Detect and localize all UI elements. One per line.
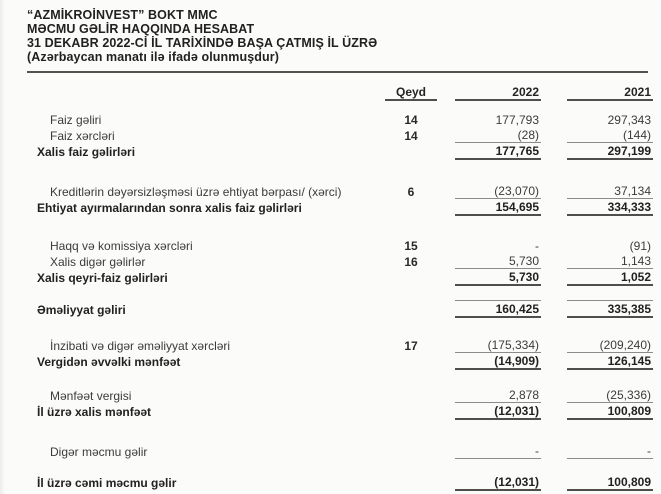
gap-cell [437,474,455,490]
value-2021-cell: 126,145 [567,353,653,370]
gap-cell [437,353,455,370]
value-2021-cell: 335,385 [567,301,653,318]
spacer-row [27,159,653,183]
note-cell [385,199,437,216]
gap-cell [437,269,455,286]
row-label: Faiz xərcləri [50,128,115,143]
value-2022-cell: 154,695 [455,199,541,216]
gap-cell [541,403,567,420]
table-row [27,199,653,216]
year-2021-column-header: 2021 [567,84,653,100]
value-2022-cell: (23,070) [455,183,541,199]
gap-cell [437,403,455,420]
note-cell [385,301,437,318]
note-cell [385,403,437,420]
table-header [27,84,653,112]
value-2022-cell: 177,765 [455,143,541,160]
note-cell: 15 [404,239,418,253]
gap-cell [541,474,567,490]
gap-cell [437,84,455,100]
value-2021-cell: (209,240) [567,337,653,353]
table-row [27,387,653,403]
gap-cell [541,253,567,269]
value-2021-cell: - [567,443,653,459]
value-2022-cell: (12,031) [455,474,541,490]
table-row [27,403,653,420]
row-label: İl üzrə cəmi məcmu gəlir [37,476,177,490]
row-label: Vergidən əvvəlki mənfəət [37,355,181,369]
table-body [27,112,653,490]
value-2021-cell: 1,052 [567,269,653,286]
gap-cell [541,143,567,160]
value-2021-cell: (91) [629,239,651,253]
gap-cell [541,387,567,403]
note-cell: 17 [404,338,418,353]
table-row [27,183,653,199]
table-row [27,112,653,127]
statement-table [27,84,653,491]
note-cell: 14 [404,128,418,143]
value-2021-cell: (144) [567,127,653,143]
gap-cell [541,183,567,199]
table-row [27,353,653,370]
table-row [27,253,653,269]
year-2022-column-header: 2022 [455,84,541,100]
gap-cell [437,238,455,253]
spacer-row [27,317,653,337]
gap-cell [541,112,567,127]
gap-cell [541,199,567,216]
value-2021-cell: 37,134 [567,183,653,199]
note-cell: 16 [404,254,418,269]
row-label: Xalis digər gəlirlər [50,254,146,269]
spacer-row [27,419,653,443]
gap-cell [541,269,567,286]
row-label: Kreditlərin dəyərsizləşməsi üzrə ehtiyat bərpası/ (xərci) [50,184,342,199]
note-cell: 14 [404,113,418,127]
note-cell [385,353,437,370]
value-2021-cell: 100,809 [567,403,653,420]
value-2022-cell: (14,909) [455,353,541,370]
gap-cell [437,253,455,269]
gap-cell [437,337,455,353]
note-column-header: Qeyd [385,84,437,100]
row-label: Xalis qeyri-faiz gəlirləri [37,271,168,285]
gap-cell [437,387,455,403]
gap-cell [437,183,455,199]
spacer-row [27,100,653,112]
gap-cell [437,112,455,127]
value-2022-cell: - [455,443,541,459]
report-period: 31 DEKABR 2022-Cİ İL TARİXİNDƏ BAŞA ÇATMIŞ İL ÜZRƏ [27,36,378,50]
note-cell: 6 [407,184,415,199]
table-row [27,143,653,160]
gap-cell [541,84,567,100]
row-label: İl üzrə xalis mənfəət [37,405,152,419]
note-cell [385,443,437,459]
value-2021-cell: (25,336) [567,387,653,403]
spacer-row [27,369,653,387]
row-label: Ehtiyat ayırmalarından sonra xalis faiz gəlirləri [37,201,302,215]
value-2022-cell: - [535,239,539,253]
note-cell [385,269,437,286]
gap-cell [541,353,567,370]
value-2022-cell: 2,878 [455,387,541,403]
gap-cell [437,143,455,160]
gap-cell [437,301,455,318]
table-row [27,337,653,353]
row-label: Faiz gəliri [50,113,102,127]
gap-cell [437,443,455,459]
value-2022-cell: (12,031) [455,403,541,420]
value-2022-cell: (175,334) [455,337,541,353]
note-cell [385,143,437,160]
table-row [27,474,653,490]
gap-cell [541,301,567,318]
note-cell [385,387,437,403]
gap-cell [437,199,455,216]
value-2021-cell: 334,333 [567,199,653,216]
note-cell [385,474,437,490]
spacer-row [27,459,653,475]
table-row [27,301,653,318]
value-2022-cell: 160,425 [455,301,541,318]
doc-header [27,8,648,73]
column-header-row [27,84,653,100]
gap-cell [437,127,455,143]
row-label: İnzibati və digər əməliyyat xərcləri [50,338,231,353]
row-label: Haqq və komissiya xərcləri [50,239,193,253]
spacer-row [27,285,653,301]
report-title: MƏCMU GƏLİR HAQQINDA HESABAT [27,22,255,36]
value-2022-cell: 5,730 [455,269,541,286]
gap-cell [541,127,567,143]
row-label: Əməliyyat gəliri [37,303,126,317]
gap-cell [541,238,567,253]
row-label: Xalis faiz gəlirləri [37,145,136,159]
table-row [27,269,653,286]
label-column-header [27,84,385,100]
spacer-row [27,215,653,238]
value-2021-cell: 1,143 [567,253,653,269]
value-2021-cell: 100,809 [567,474,653,490]
gap-cell [541,337,567,353]
value-2022-cell: (28) [455,127,541,143]
table-row [27,443,653,459]
value-2021-cell: 297,343 [607,113,651,127]
row-label: Mənfəət vergisi [50,388,132,403]
table-row [27,127,653,143]
row-label: Digər məcmu gəlir [50,444,148,459]
currency-note: (Azərbaycan manatı ilə ifadə olunmuşdur) [27,50,279,64]
table-row [27,238,653,253]
value-2022-cell: 177,793 [495,113,539,127]
value-2021-cell: 297,199 [567,143,653,160]
company-name: “AZMİKROİNVEST” BOKT MMC [27,8,218,22]
gap-cell [541,443,567,459]
value-2022-cell: 5,730 [455,253,541,269]
